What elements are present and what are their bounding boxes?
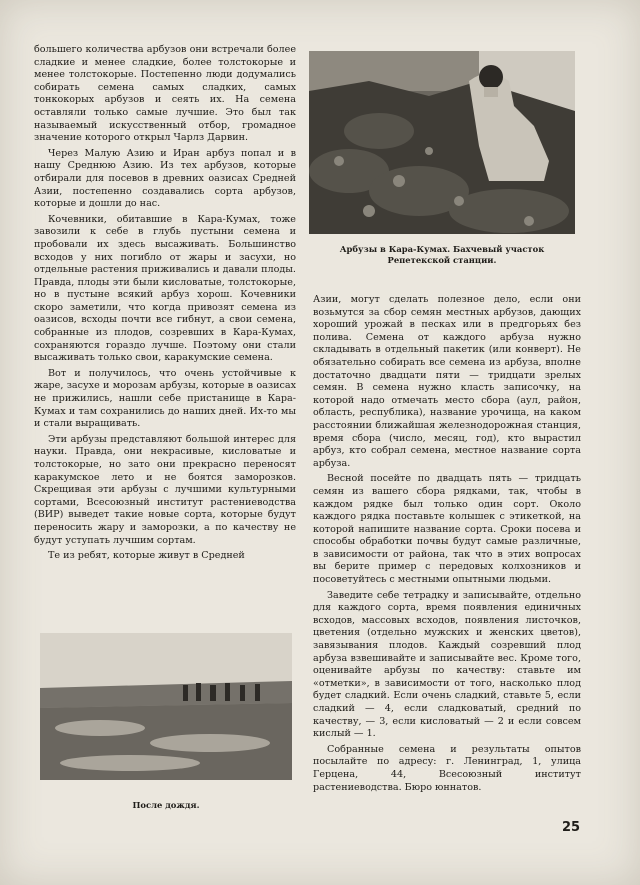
paragraph: Азии, могут сделать полезное дело, если они возьмутся за сбор семян местных арбузов, дающих хороший урожай в песках или в предгорьях без полива. Семена от каждого арбуза нужно складывать в отдельный пакетик (или конверт). Не обязательно собирать все семена из арбуза, вполне достаточно двадцати пяти — тридцати зрелых семян. В семена нужно класть записочку, на которой надо отмечать место сбора (аул, район, область, республика), название урочища, на каком расстоянии ближайшая железнодорожная станция, время сбора (число, месяц, год), кто вырастил арбуз, кто собрал семена, местное название сорта арбуза. <box>313 294 581 469</box>
left-text-column <box>34 44 296 566</box>
paragraph: Через Малую Азию и Иран арбуз попал и в нашу Среднюю Азию. Из тех арбузов, которые отбирали для посевов в древних оазисах Средней Азии, постепенно создавались сорта арбузов, которые и дошли до нас. <box>34 147 296 210</box>
paragraph: большего количества арбузов они встречали более сладкие и менее сладкие, более толстокорые и менее толстокорые. Постепенно люди додумались собирать семена самых сладких, самых тонкокорых арбузов и сеять их. На семена оставляли только самые лучшие. Это был так называемый искусственный отбор, громадное значение которого открыл Чарлз Дарвин. <box>34 44 296 144</box>
paragraph: Вот и получилось, что очень устойчивые к жаре, засухе и морозам арбузы, которые в оазисах не прижились, нашли себе пристанище в Кара-Кумах и там сохранились до наших дней. Их-то мы и стали выращивать. <box>34 367 296 430</box>
top-photo-caption: Арбузы в Кара-Кумах. Бахчевый участок Репетекской станции. <box>339 244 545 265</box>
paragraph: Те из ребят, которые живут в Средней <box>48 550 245 562</box>
right-text-column <box>313 294 581 797</box>
paragraph: Собранные семена и результаты опытов посылайте по адресу: г. Ленинград, 1, улица Герцена, 44, Всесоюзный институт растениеводства. Бюро юннатов. <box>313 743 581 793</box>
bottom-photo-caption: После дождя. <box>132 800 200 810</box>
paragraph: Кочевники, обитавшие в Кара-Кумах, тоже завозили к себе в глубь пустыни семена и пробовали их здесь высаживать. Большинство всходов у них погибло от жары и засухи, но отдельные растения приживались и давали плоды. Правда, плоды эти были кисловатые, толстокорые, но в пустыне всякий арбуз хорош. Кочевники скоро заметили, что когда привозят семена из оазисов, всходы почти все гибнут, а свои семена, собранные из плодов, созревших в Кара-Кумах, сохраняются гораздо лучше. Поэтому они стали высаживать только свои, каракумские семена. <box>34 213 296 364</box>
page-number: 25 <box>562 820 581 835</box>
paragraph: Эти арбузы представляют большой интерес для науки. Правда, они некрасивые, кисловатые и толстокорые, но зато они прекрасно переносят каракумское лето и не боятся заморозков. Скрещивая эти арбузы с лучшими культурными сортами, Всесоюзный институт растениеводства (ВИР) выведет такие новые сорта, которые будут переносить жару и заморозки, а по качеству не будут уступать лучшим сортам. <box>34 433 296 546</box>
melon-field-photo <box>309 51 575 234</box>
paragraph: Заведите себе тетрадку и записывайте, отдельно для каждого сорта, время появления единичных всходов, массовых всходов, появления листочков, цветения (отдельно мужских и женских цветов), завязывания плодов. Каждый созревший плод арбуза взвешивайте и записывайте вес. Кроме того, оценивайте арбузы по качеству: ставьте им «отметки», в зависимости от того, насколько плод будет сладкий. Если очень сладкий, ставьте 5, если сладкий — 4, если сладковатый, средний по качеству, — 3, если кисловатый — 2 и если совсем кислый — 1. <box>313 589 581 740</box>
after-rain-photo <box>40 633 292 780</box>
paragraph: Весной посейте по двадцать пять — тридцать семян из вашего сбора рядками, так, чтобы в каждом рядке был только один сорт. Около каждого рядка поставьте колышек с этикеткой, на которой напишите название сорта. Сроки посева и способы обработки почвы будут самые различные, в зависимости от района, так что в этих вопросах вы берите пример с передовых колхозников и посоветуйтесь с местными опытными людьми. <box>313 473 581 586</box>
